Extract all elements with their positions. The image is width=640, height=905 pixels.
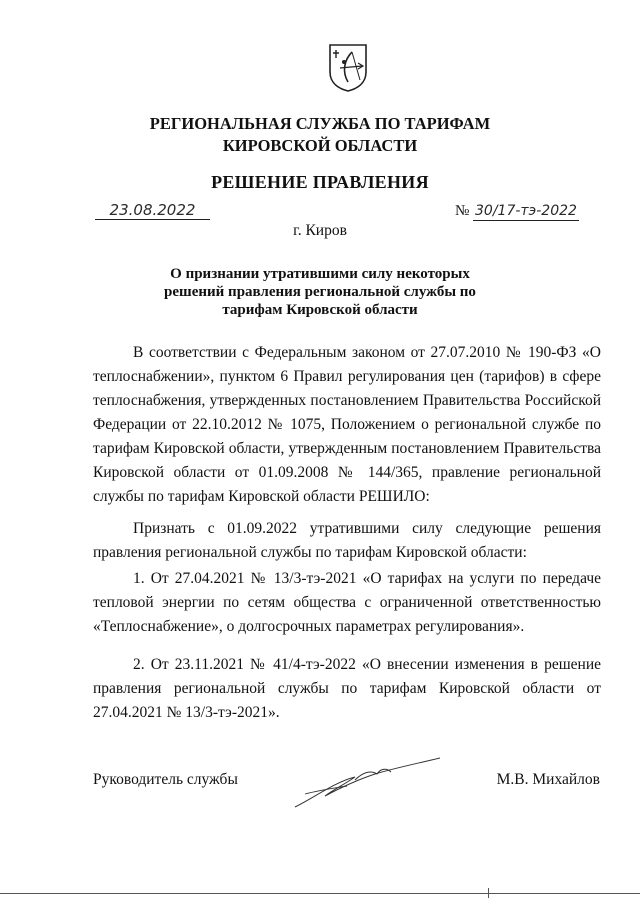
- subject-line3: тарифам Кировской области: [222, 302, 418, 318]
- decision-number: 30/17-тэ-2022: [475, 203, 577, 219]
- decision-number-field: [455, 202, 579, 221]
- paragraph-item-2: 2. От 23.11.2021 № 41/4-тэ-2022 «О внесении изменения в решение правления региональной службы по тарифам Кировской области от 27.04.2021 № 13/3-тэ-2021».: [93, 656, 601, 721]
- paragraph-basis: В соответствии с Федеральным законом от 27.07.2010 № 190-ФЗ «О теплоснабжении», пунктом 6 Правил регулирования цен (тарифов) в сфере теплоснабжения, утвержденных постановлением Правительства Российской Федерации от 22.10.2012 № 1075, Положением о региональной службе по тарифам Кировской области, утвержденным постановлением Правительства Кировской области от 01.09.2008 № 144/365, правление региональной службы по тарифам Кировской области РЕШИЛО:: [93, 344, 601, 505]
- kirov-coat-of-arms-icon: [326, 42, 370, 92]
- city: г. Киров: [293, 222, 347, 239]
- bottom-divider: [0, 893, 640, 894]
- subject-line1: О признании утратившими силу некоторых: [170, 266, 470, 282]
- handwritten-signature: [285, 752, 445, 812]
- bottom-tick-mark: [488, 888, 489, 898]
- paragraph-item-1: 1. От 27.04.2021 № 13/3-тэ-2021 «О тарифах на услуги по передаче тепловой энергии по сетям общества с ограниченной ответственностью «Теплоснабжение», о долгосрочных параметрах регулирования».: [93, 570, 601, 635]
- document-title: РЕШЕНИЕ ПРАВЛЕНИЯ: [211, 172, 429, 192]
- decision-subject: [0, 265, 640, 319]
- signatory-position: Руководитель службы: [93, 771, 238, 788]
- org-name-line2: КИРОВСКОЙ ОБЛАСТИ: [222, 136, 418, 155]
- decision-date: 23.08.2022: [95, 201, 210, 220]
- subject-line2: решений правления региональной службы по: [164, 284, 476, 300]
- paragraph-resolution: Признать с 01.09.2022 утратившими силу следующие решения правления региональной службы по тарифам Кировской области:: [93, 520, 601, 561]
- org-name-line1: РЕГИОНАЛЬНАЯ СЛУЖБА ПО ТАРИФАМ: [149, 114, 491, 133]
- number-sign: №: [455, 203, 470, 219]
- signatory-name: М.В. Михайлов: [496, 771, 600, 788]
